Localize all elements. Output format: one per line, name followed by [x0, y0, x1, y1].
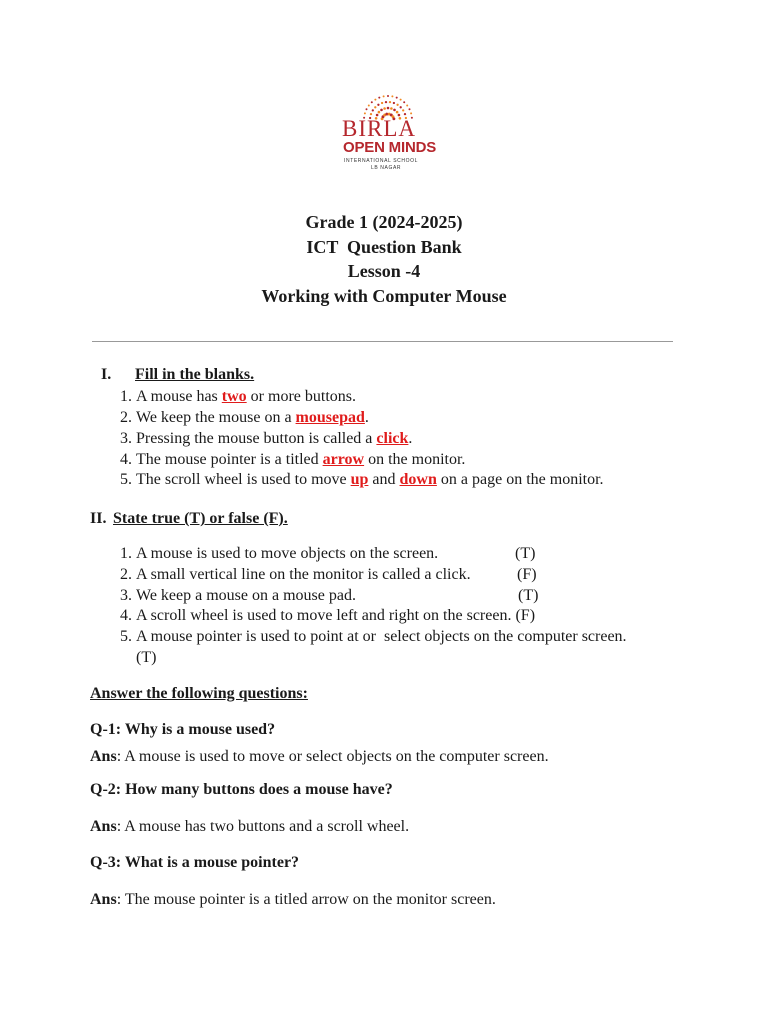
logo-dot — [381, 102, 383, 104]
answer-word: up — [350, 471, 369, 488]
logo-dot — [396, 111, 399, 114]
item-text: A scroll wheel is used to move left and right on the screen. (F) — [136, 607, 536, 624]
item-number: 1. — [120, 388, 132, 405]
logo-dot — [377, 104, 379, 106]
logo-dot — [378, 111, 381, 114]
document-header — [0, 210, 768, 308]
answer-word: arrow — [322, 451, 365, 468]
logo-dot — [400, 99, 402, 101]
item-number: 3. — [120, 430, 132, 447]
logo-dot — [396, 104, 398, 106]
logo-dot — [396, 97, 398, 99]
item-answer: (T) — [136, 649, 157, 666]
logo-dot — [368, 105, 370, 107]
answer — [90, 890, 496, 910]
logo-dot — [406, 105, 408, 107]
item-text: Pressing the mouse button is called a — [136, 430, 377, 447]
header-grade: Grade 1 (2024-2025) — [305, 212, 463, 232]
section3-title: Answer the following questions: — [90, 685, 308, 702]
item-text: A mouse pointer is used to point at or select objects on the computer screen. — [136, 628, 627, 645]
logo-dot — [402, 109, 404, 111]
question: Q-2: How many buttons does a mouse have? — [90, 781, 393, 798]
logo-dot — [409, 108, 411, 110]
question: Q-3: What is a mouse pointer? — [90, 854, 300, 871]
logo-dot — [410, 112, 412, 114]
item-text: and — [368, 471, 400, 488]
item-answer: (T) — [515, 545, 536, 562]
item-text: or more buttons. — [246, 388, 356, 405]
answer-word: click — [376, 430, 409, 447]
answer-word: down — [399, 471, 437, 488]
item-number: 4. — [120, 607, 132, 624]
logo-dot — [404, 113, 406, 115]
logo-dot — [403, 101, 405, 103]
logo-dot — [400, 106, 402, 108]
item-number: 4. — [120, 451, 132, 468]
item-number: 2. — [120, 409, 132, 426]
item-number: 5. — [120, 628, 132, 645]
item-text: We keep a mouse on a mouse pad. — [136, 587, 356, 604]
answer-text: : A mouse is used to move or select objects on the computer screen. — [116, 748, 549, 765]
item-text: The mouse pointer is a titled — [136, 451, 323, 468]
logo-dot — [383, 107, 386, 110]
divider — [92, 341, 673, 342]
item-text: We keep the mouse on a — [136, 409, 296, 426]
logo-brand-top: BIRLA — [342, 116, 416, 141]
header-lesson: Lesson -4 — [347, 261, 421, 281]
item-text: A mouse has — [136, 388, 222, 405]
item-number: 3. — [120, 587, 132, 604]
item-number: 2. — [120, 566, 132, 583]
logo-dot — [391, 95, 393, 97]
item-answer: (F) — [517, 566, 537, 583]
answer — [90, 747, 549, 767]
item-text: on the monitor. — [364, 451, 466, 468]
answer-word: mousepad — [295, 409, 365, 426]
answer-word: two — [221, 388, 247, 405]
logo-dot — [378, 97, 380, 99]
logo-dot — [366, 108, 368, 110]
section2-title: State true (T) or false (F). — [113, 510, 288, 527]
item-number: 1. — [120, 545, 132, 562]
logo-dot — [387, 95, 389, 97]
answer-label: Ans — [90, 891, 117, 908]
logo-dot — [389, 101, 391, 103]
answer — [90, 817, 409, 837]
question: Q-1: Why is a mouse used? — [90, 721, 276, 738]
item-text: . — [408, 430, 413, 447]
answer-text: : A mouse has two buttons and a scroll wheel. — [116, 818, 410, 835]
logo-dot — [387, 107, 390, 110]
logo-dot — [393, 109, 396, 112]
item-text: A small vertical line on the monitor is called a click. — [136, 566, 471, 583]
logo-dot — [374, 106, 376, 108]
answer-label: Ans — [90, 748, 117, 765]
logo-dot — [371, 101, 373, 103]
logo-dot — [372, 109, 374, 111]
answer-text: : The mouse pointer is a titled arrow on the monitor screen. — [116, 891, 496, 908]
header-topic: Working with Computer Mouse — [261, 285, 507, 306]
logo-dot — [380, 109, 383, 112]
item-number: 5. — [120, 471, 132, 488]
logo-location: LB NAGAR — [371, 165, 402, 171]
school-logo — [336, 92, 446, 192]
logo-dot — [383, 95, 385, 97]
logo-dot — [393, 102, 395, 104]
logo-subtitle: INTERNATIONAL SCHOOL — [344, 158, 418, 164]
item-text: on a page on the monitor. — [436, 471, 604, 488]
section1-title: Fill in the blanks. — [135, 366, 255, 383]
header-subject: ICT Question Bank — [306, 236, 462, 257]
answer-label: Ans — [90, 818, 117, 835]
logo-dot — [374, 99, 376, 101]
logo-brand-bottom: OPEN MINDS — [343, 139, 437, 156]
logo-dot — [390, 107, 393, 110]
item-answer: (T) — [518, 587, 539, 604]
logo-dot — [385, 101, 387, 103]
logo-dot — [370, 113, 372, 115]
item-text: . — [364, 409, 369, 426]
section2-numeral: II. — [90, 510, 107, 527]
item-text: A mouse is used to move objects on the screen. — [136, 545, 439, 562]
item-text: The scroll wheel is used to move — [136, 471, 351, 488]
section1-numeral: I. — [101, 366, 112, 383]
logo-dot — [364, 112, 366, 114]
